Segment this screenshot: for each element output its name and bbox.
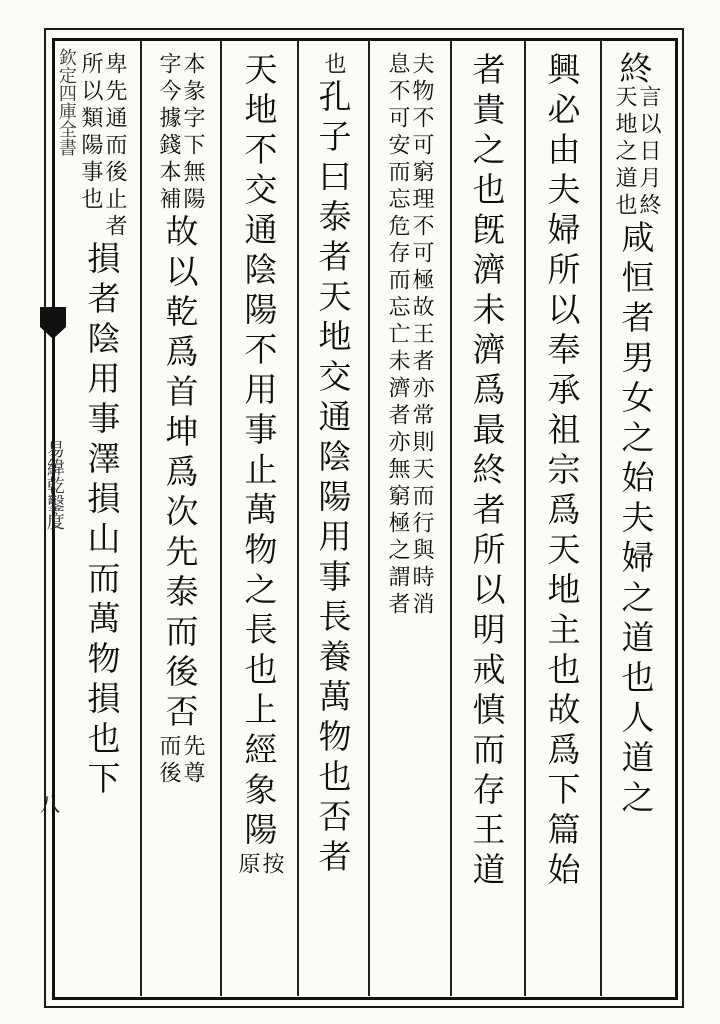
book-title [44,440,63,530]
commentary-segment [385,52,433,619]
commentary-segment [321,52,345,79]
page-number: 八 [40,792,60,816]
commentary-line: 按 [259,852,284,879]
text-column [229,52,289,879]
main-text-segment: 損者陰用事澤損山而萬物損也下 [82,241,122,801]
commentary-line: 所以類陽事也 [78,52,103,214]
commentary-line: 夫物不可窮理不可極故王者亦常則天而行與時消 [409,52,434,619]
commentary-segment [156,734,204,788]
commentary-segment [156,52,204,214]
main-text-segment: 天地不交通陰陽不用事止萬物之長也上經象陽 [239,52,279,852]
main-text-segment: 興必由夫婦所以奉承祖宗爲天地主也故爲下篇始 [542,52,582,892]
column-rule [220,40,222,996]
library-title-text: 欽定四庫全書 [55,48,77,156]
commentary-line: 天地之道也 [612,85,637,220]
text-column [67,52,137,801]
commentary-line: 息不可安而忘危存而忘亡未濟者亦無窮極之謂者 [385,52,410,619]
main-text-segment: 咸恒者男女之始夫婦之道也人道之 [616,220,656,820]
commentary-line: 卑先通而後止者 [102,52,127,241]
commentary-line: 字今據錢本補 [156,52,181,214]
commentary-line: 也 [321,52,346,79]
text-column [457,52,517,892]
text-column [606,49,666,820]
text-column [303,52,363,879]
column-rule [450,40,452,996]
column-rule [600,40,602,996]
commentary-line: 言以日月終 [636,85,661,220]
commentary-line: 而後 [156,734,181,788]
column-char: 終 [619,49,653,88]
text-column [532,52,592,892]
main-text-segment: 故以乾爲首坤爲次先泰而後否 [160,214,200,734]
column-rule [140,40,142,996]
fish-tail-mark [38,305,68,341]
text-column [374,52,444,619]
column-rule [368,40,370,996]
text-column [145,52,215,788]
main-text-segment: 孔子曰泰者天地交通陰陽用事長養萬物也否者 [313,79,353,879]
commentary-line: 本彖字下無陽 [180,52,205,214]
book-title-text: 易緯乾鑿度 [43,440,65,530]
main-text-segment: 者貴之也旣濟未濟爲最終者所以明戒慎而存王道 [467,52,507,892]
commentary-segment [78,52,126,241]
column-rule [297,40,299,996]
commentary-line: 先尊 [180,734,205,788]
commentary-line: 原 [235,852,260,879]
column-rule [524,40,526,996]
commentary-segment [235,852,283,879]
commentary-segment [612,85,660,220]
